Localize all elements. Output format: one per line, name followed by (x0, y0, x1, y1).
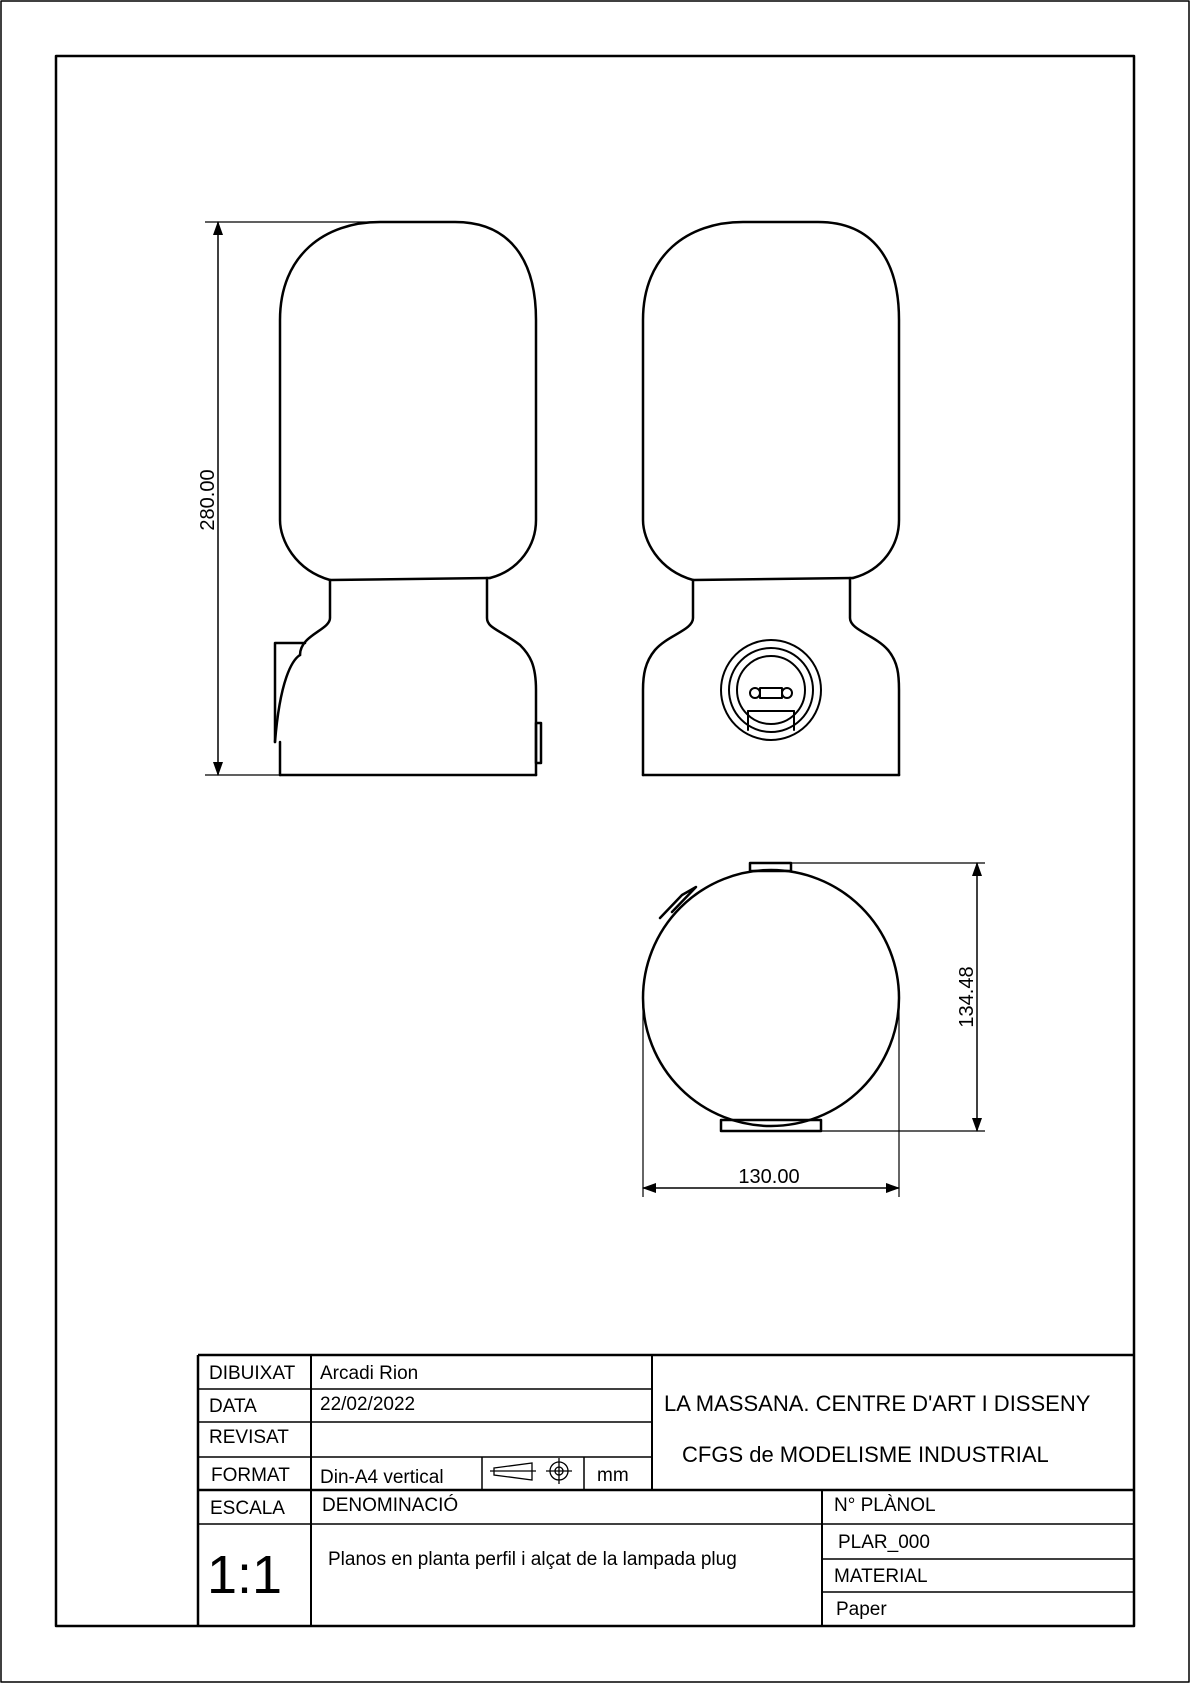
value-units: mm (597, 1465, 629, 1486)
dimension-depth (791, 863, 985, 1131)
socket-icon (721, 640, 821, 740)
value-material: Paper (836, 1599, 887, 1620)
dimension-width (643, 998, 899, 1197)
dimension-height (197, 222, 380, 775)
label-date: DATA (209, 1396, 257, 1417)
width-dimension-text: 130.00 (738, 1166, 800, 1188)
value-date: 22/02/2022 (320, 1394, 416, 1415)
first-angle-projection-icon (490, 1458, 572, 1484)
value-sheet-number: PLAR_000 (838, 1532, 930, 1553)
outer-frame (1, 1, 1189, 1682)
school-name: LA MASSANA. CENTRE D'ART I DISSENY (664, 1391, 1091, 1416)
course-name: CFGS de MODELISME INDUSTRIAL (682, 1442, 1049, 1467)
value-format: Din-A4 vertical (320, 1467, 444, 1488)
label-sheet-number: N° PLÀNOL (834, 1495, 936, 1516)
value-denomination: Planos en planta perfil i alçat de la lampada plug (328, 1549, 737, 1570)
label-scale: ESCALA (210, 1498, 285, 1519)
side-view (275, 222, 541, 775)
label-format: FORMAT (211, 1465, 290, 1486)
label-material: MATERIAL (834, 1566, 928, 1587)
label-drawn-by: DIBUIXAT (209, 1363, 296, 1384)
label-denomination: DENOMINACIÓ (322, 1495, 459, 1516)
value-scale: 1:1 (207, 1545, 283, 1605)
height-dimension-text: 280.00 (197, 469, 219, 531)
top-view (643, 863, 899, 1131)
depth-dimension-text: 134.48 (956, 966, 978, 1028)
label-revised: REVISAT (209, 1427, 289, 1448)
value-drawn-by: Arcadi Rion (320, 1363, 419, 1384)
front-view (643, 222, 899, 775)
